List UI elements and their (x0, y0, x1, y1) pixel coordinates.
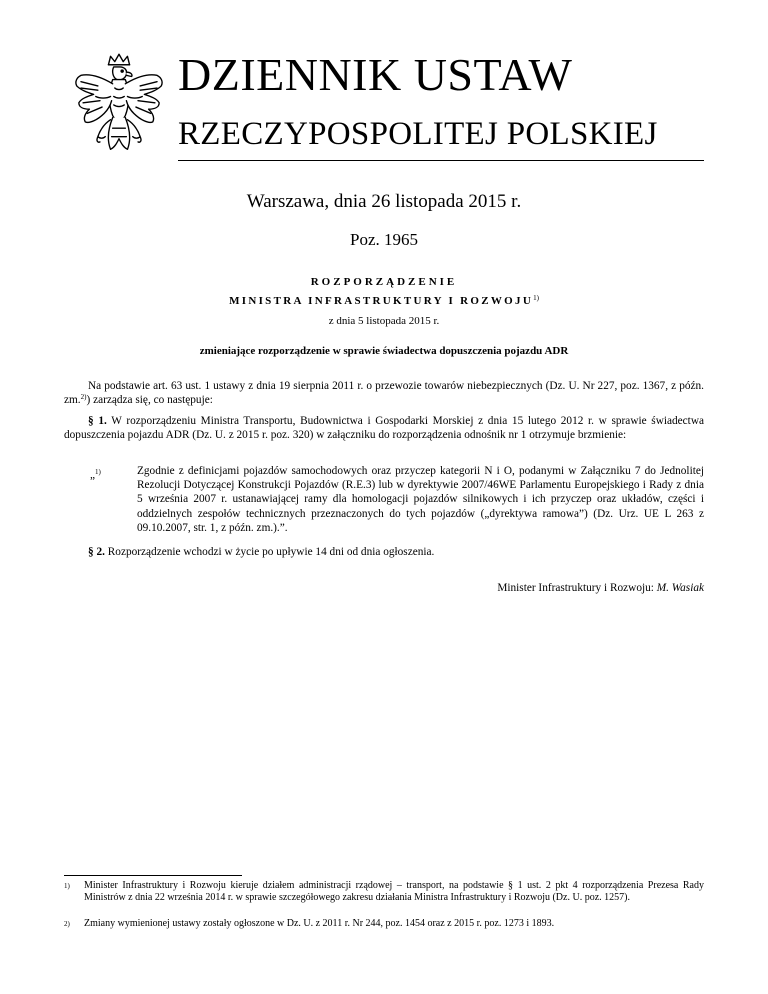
footnote-1-number: 1) (64, 882, 70, 890)
section-1-text: W rozporządzeniu Ministra Transportu, Budownictwa i Gospodarki Morskiej z dnia 15 lutego 2012 r. w sprawie świadectwa dopuszczenia pojazdu ADR (Dz. U. z 2015 r. poz. 320) w załączniku do rozporządzenia odnośnik nr 1 otrzymuje brzmienie: (64, 415, 704, 441)
section-1 (64, 414, 704, 442)
signature-name: M. Wasiak (656, 582, 704, 594)
position-number: Poz. 1965 (350, 230, 418, 249)
signature (300, 582, 704, 594)
section-1-label: § 1. (88, 415, 107, 427)
quote-marker (90, 465, 101, 482)
footnote-rule (64, 875, 242, 876)
quote-footnote-ref: 1) (95, 468, 101, 476)
publication-date: Warszawa, dnia 26 listopada 2015 r. (246, 191, 522, 212)
regulation-date: z dnia 5 listopada 2015 r. (328, 315, 440, 327)
regulation-subject: zmieniające rozporządzenie w sprawie świadectwa dopuszczenia pojazdu ADR (199, 345, 569, 357)
footnote-1-text: Minister Infrastruktury i Rozwoju kieruje działem administracji rządowej – transport, na podstawie § 1 ust. 2 pkt 4 rozporządzenia Prezesa Rady Ministrów z dnia 22 września 2014 r. w sprawie szczegółowego zakresu działania Ministra Infrastruktury i Rozwoju (Dz. U. poz. 1257). (84, 880, 704, 904)
section-2-label: § 2. (88, 546, 105, 558)
preamble (64, 379, 704, 407)
signature-role: Minister Infrastruktury i Rozwoju: (497, 582, 657, 594)
header-rule (178, 160, 704, 161)
regulation-type: ROZPORZĄDZENIE (310, 276, 458, 288)
section-2-text: Rozporządzenie wchodzi w życie po upływie 14 dni od dnia ogłoszenia. (104, 546, 435, 558)
issuer-footnote-ref: 1) (533, 294, 539, 302)
footnote-2-number: 2) (64, 920, 70, 928)
regulation-issuer (60, 294, 708, 307)
issuer-text: MINISTRA INFRASTRUKTURY I ROZWOJU (229, 295, 534, 307)
journal-title: DZIENNIK USTAW (178, 49, 573, 100)
journal-subtitle: RZECZYPOSPOLITEJ POLSKIEJ (178, 116, 658, 152)
footnote-2-text: Zmiany wymienionej ustawy zostały ogłoszone w Dz. U. z 2011 r. Nr 244, poz. 1454 oraz z 2015 r. poz. 1273 i 1893. (84, 918, 555, 929)
quoted-footnote-text: Zgodnie z definicjami pojazdów samochodowych oraz przyczep kategorii N i O, podanymi w Załączniku 7 do Jednolitej Rezolucji Dotyczącej Konstrukcji Pojazdów (R.E.3) lub w dyrektywie 2007/46WE Parlamentu Europejskiego i Rady z dnia 5 września 2007 r. ustanawiającej ramy dla homologacji pojazdów silnikowych i ich przyczep oraz układów, części i oddzielnych zespołów technicznych przeznaczonych do tych pojazdów („dyrektywa ramowa”) (Dz. Urz. UE L 263 z 09.10.2007, str. 1, z późn. zm.).”. (137, 465, 704, 534)
white-eagle-emblem-icon (66, 50, 172, 162)
quote-open-mark: „ (90, 469, 96, 481)
preamble-text-a: Na podstawie art. 63 ust. 1 ustawy z dnia 19 sierpnia 2011 r. o przewozie towarów niebezpiecznych (Dz. U. Nr 227, poz. 1367, z późn. zm. (64, 380, 704, 406)
preamble-text-b: ) zarządza się, co następuje: (86, 394, 213, 406)
section-2 (64, 545, 704, 559)
preamble-footnote-ref: 2) (80, 393, 87, 401)
